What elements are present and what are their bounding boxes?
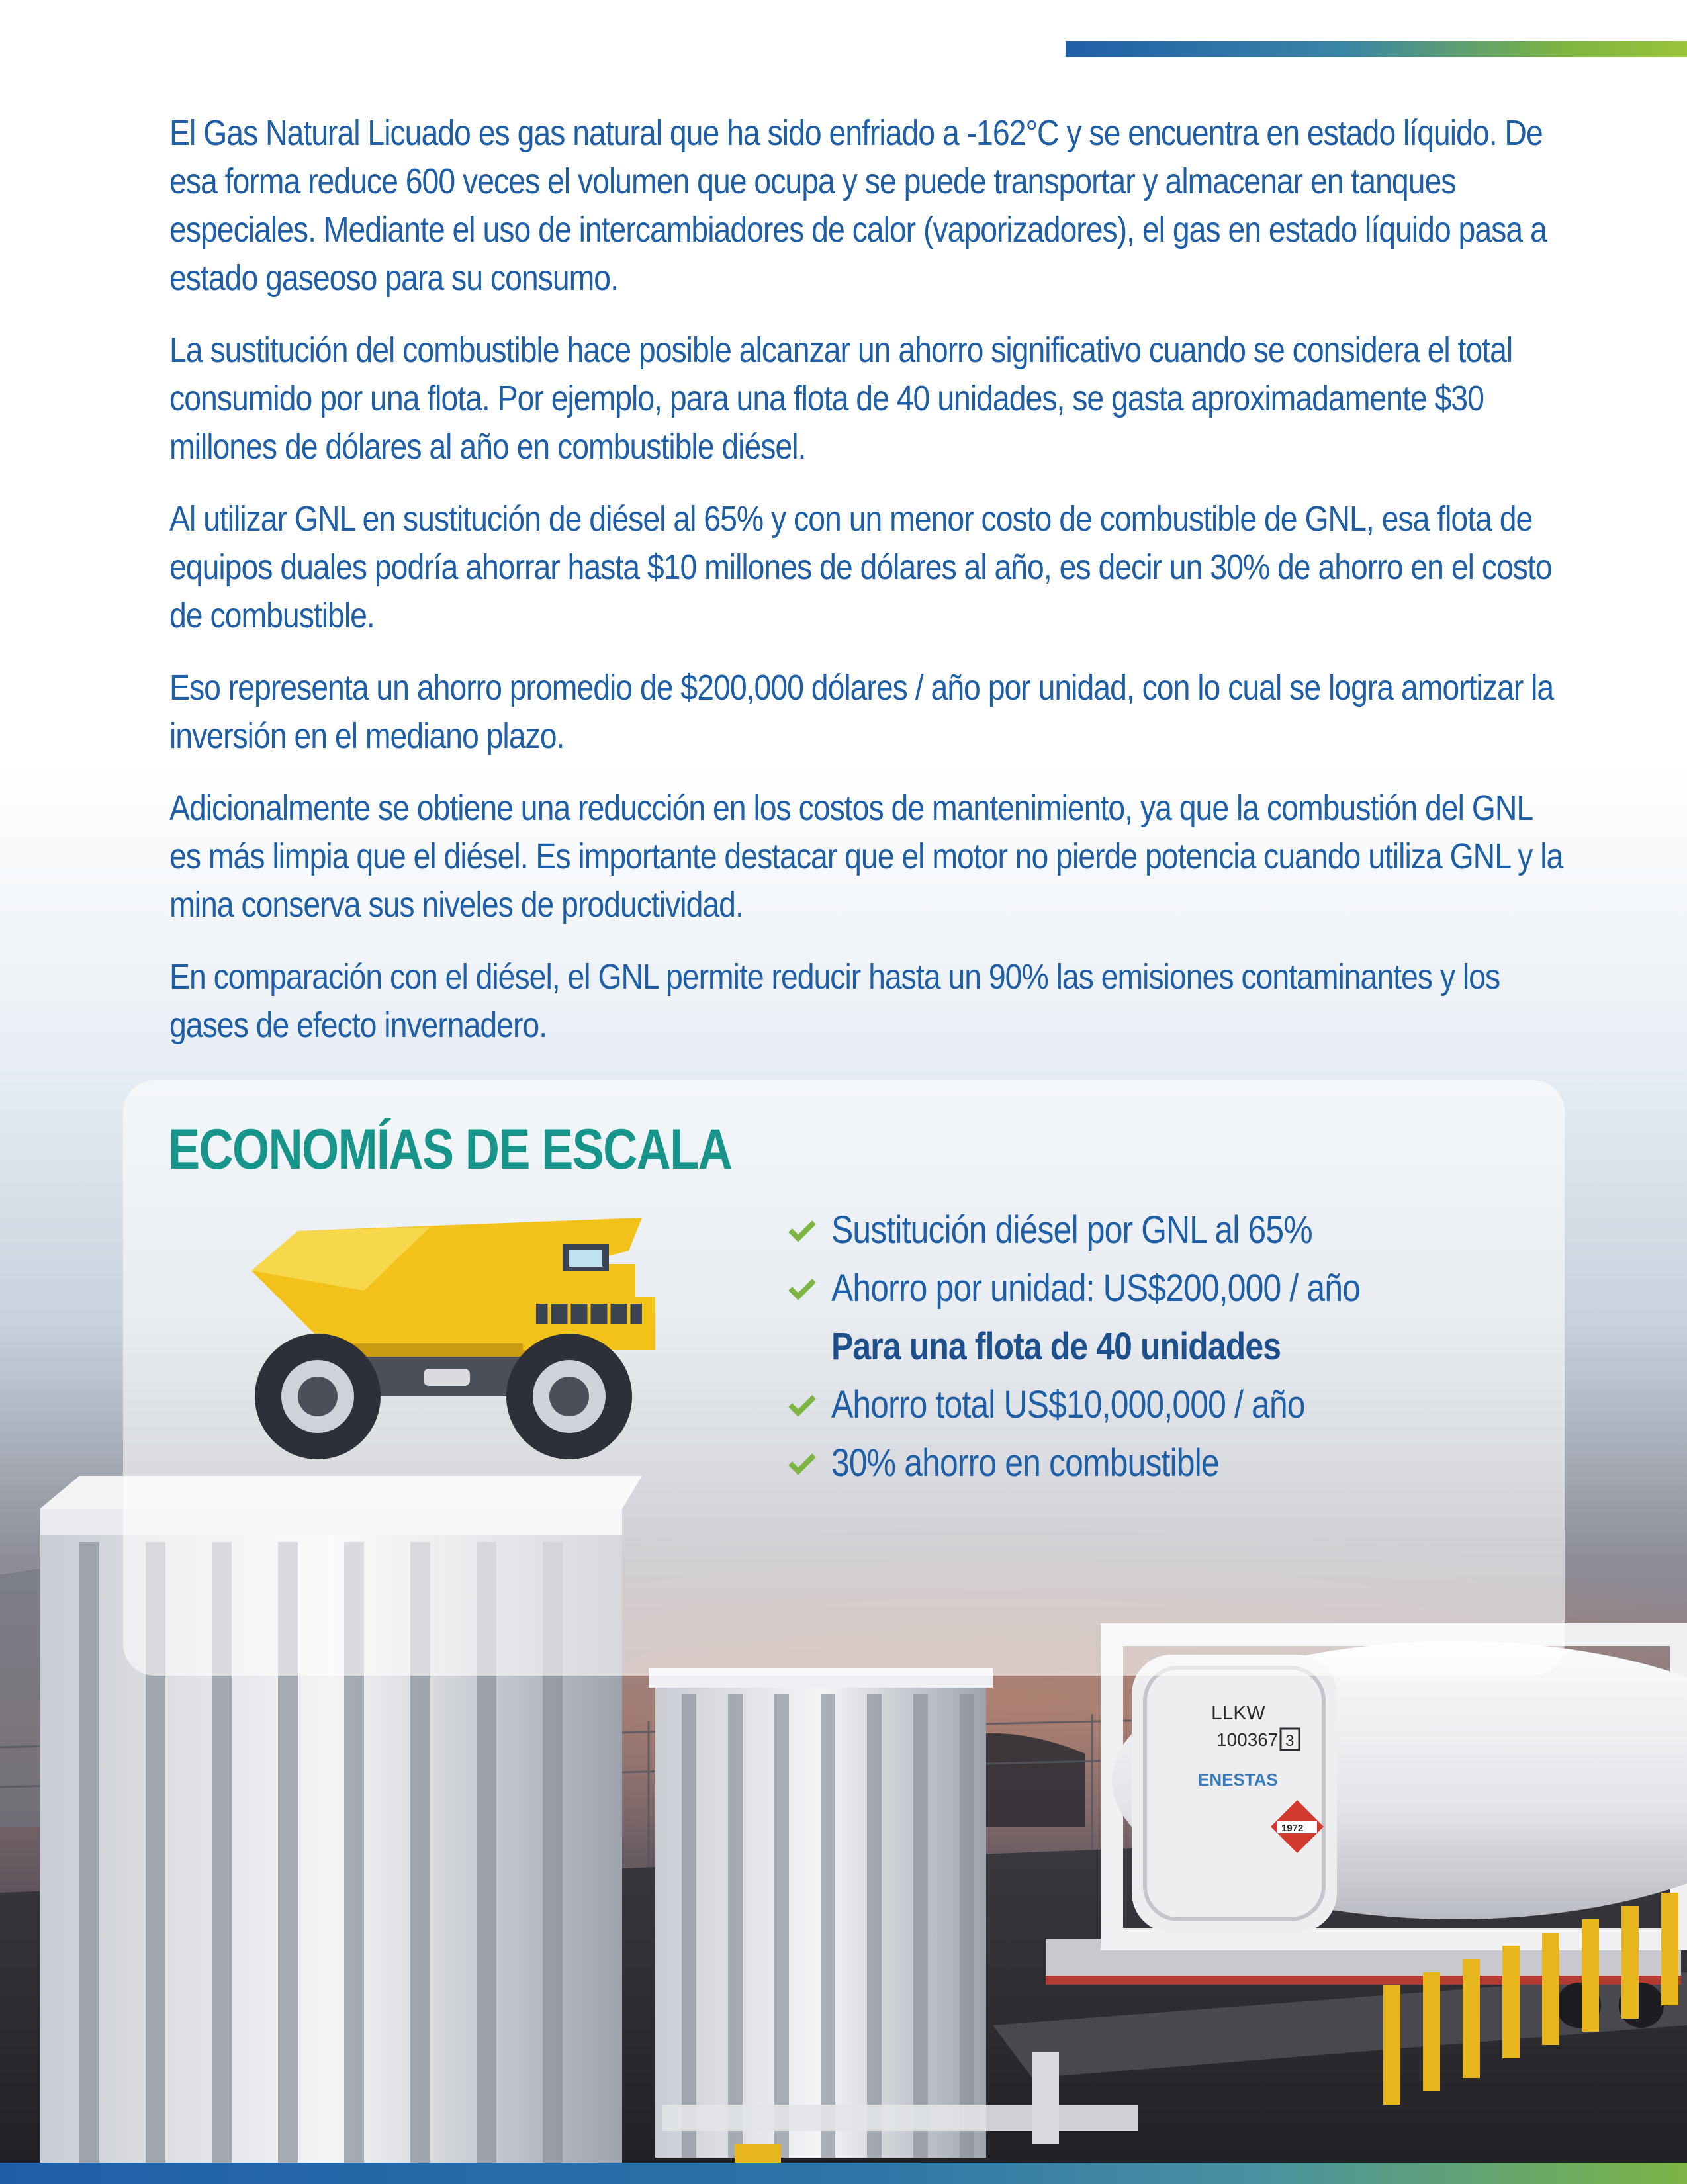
check-icon (788, 1218, 817, 1242)
check-icon (788, 1277, 817, 1300)
tank-code: LLKW (1211, 1702, 1265, 1724)
top-accent-bar (1066, 41, 1687, 57)
un-number: 1972 (1281, 1823, 1304, 1834)
check-icon (788, 1451, 817, 1475)
economies-title: ECONOMÍAS DE ESCALA (168, 1118, 732, 1181)
bottom-accent-bar (0, 2163, 1687, 2184)
paragraph: Al utilizar GNL en sustitución de diésel al 65% y con un menor costo de combustible de GNL, esa flota de equipos duales podría ahorrar hasta $10 millones de dólares al año, es decir un 30% de ahorro en el costo de combustible. (169, 499, 1552, 635)
fact-item (788, 1434, 1516, 1492)
fleet-note-text: Para una flota de 40 unidades (831, 1325, 1281, 1368)
fact-text: Ahorro total US$10,000,000 / año (831, 1383, 1305, 1426)
fact-text: Sustitución diésel por GNL al 65% (831, 1208, 1312, 1251)
paragraph: El Gas Natural Licuado es gas natural que ha sido enfriado a -162°C y se encuentra en estado líquido. De esa forma reduce 600 veces el volumen que ocupa y se puede transportar y almacenar en tanques especiales. Mediante el uso de intercambiadores de calor (vaporizadores), el gas en estado líquido pasa a estado gaseoso para su consumo. (169, 113, 1547, 298)
fact-text: 30% ahorro en combustible (831, 1441, 1219, 1484)
paragraph: Adicionalmente se obtiene una reducción en los costos de mantenimiento, ya que la combustión del GNL es más limpia que el diésel. Es importante destacar que el motor no pierde potencia cuando utiliza GNL y la mina conserva sus niveles de productividad. (169, 788, 1563, 925)
economies-facts (788, 1201, 1516, 1492)
check-icon (788, 1393, 817, 1417)
mining-truck-icon (232, 1218, 682, 1463)
fact-item (788, 1201, 1516, 1259)
tank-number: 100367 (1216, 1729, 1279, 1750)
fact-item (788, 1259, 1516, 1318)
fact-text: Ahorro por unidad: US$200,000 / año (831, 1267, 1361, 1310)
paragraph: La sustitución del combustible hace posible alcanzar un ahorro significativo cuando se considera el total consumido por una flota. Por ejemplo, para una flota de 40 unidades, se gasta aproximadamente $30 millones de dólares al año en combustible diésel. (169, 330, 1513, 467)
paragraph: En comparación con el diésel, el GNL permite reducir hasta un 90% las emisiones contaminantes y los gases de efecto invernadero. (169, 957, 1500, 1045)
vaporizer-medium (649, 1668, 993, 2158)
paragraph: Eso representa un ahorro promedio de $200,000 dólares / año por unidad, con lo cual se logra amortizar la inversión en el mediano plazo. (169, 668, 1554, 756)
tank-check-digit: 3 (1285, 1732, 1295, 1750)
body-text (169, 109, 1563, 1073)
tank-company: ENESTAS (1198, 1770, 1278, 1790)
fleet-note (788, 1318, 1516, 1376)
fact-item (788, 1376, 1516, 1434)
